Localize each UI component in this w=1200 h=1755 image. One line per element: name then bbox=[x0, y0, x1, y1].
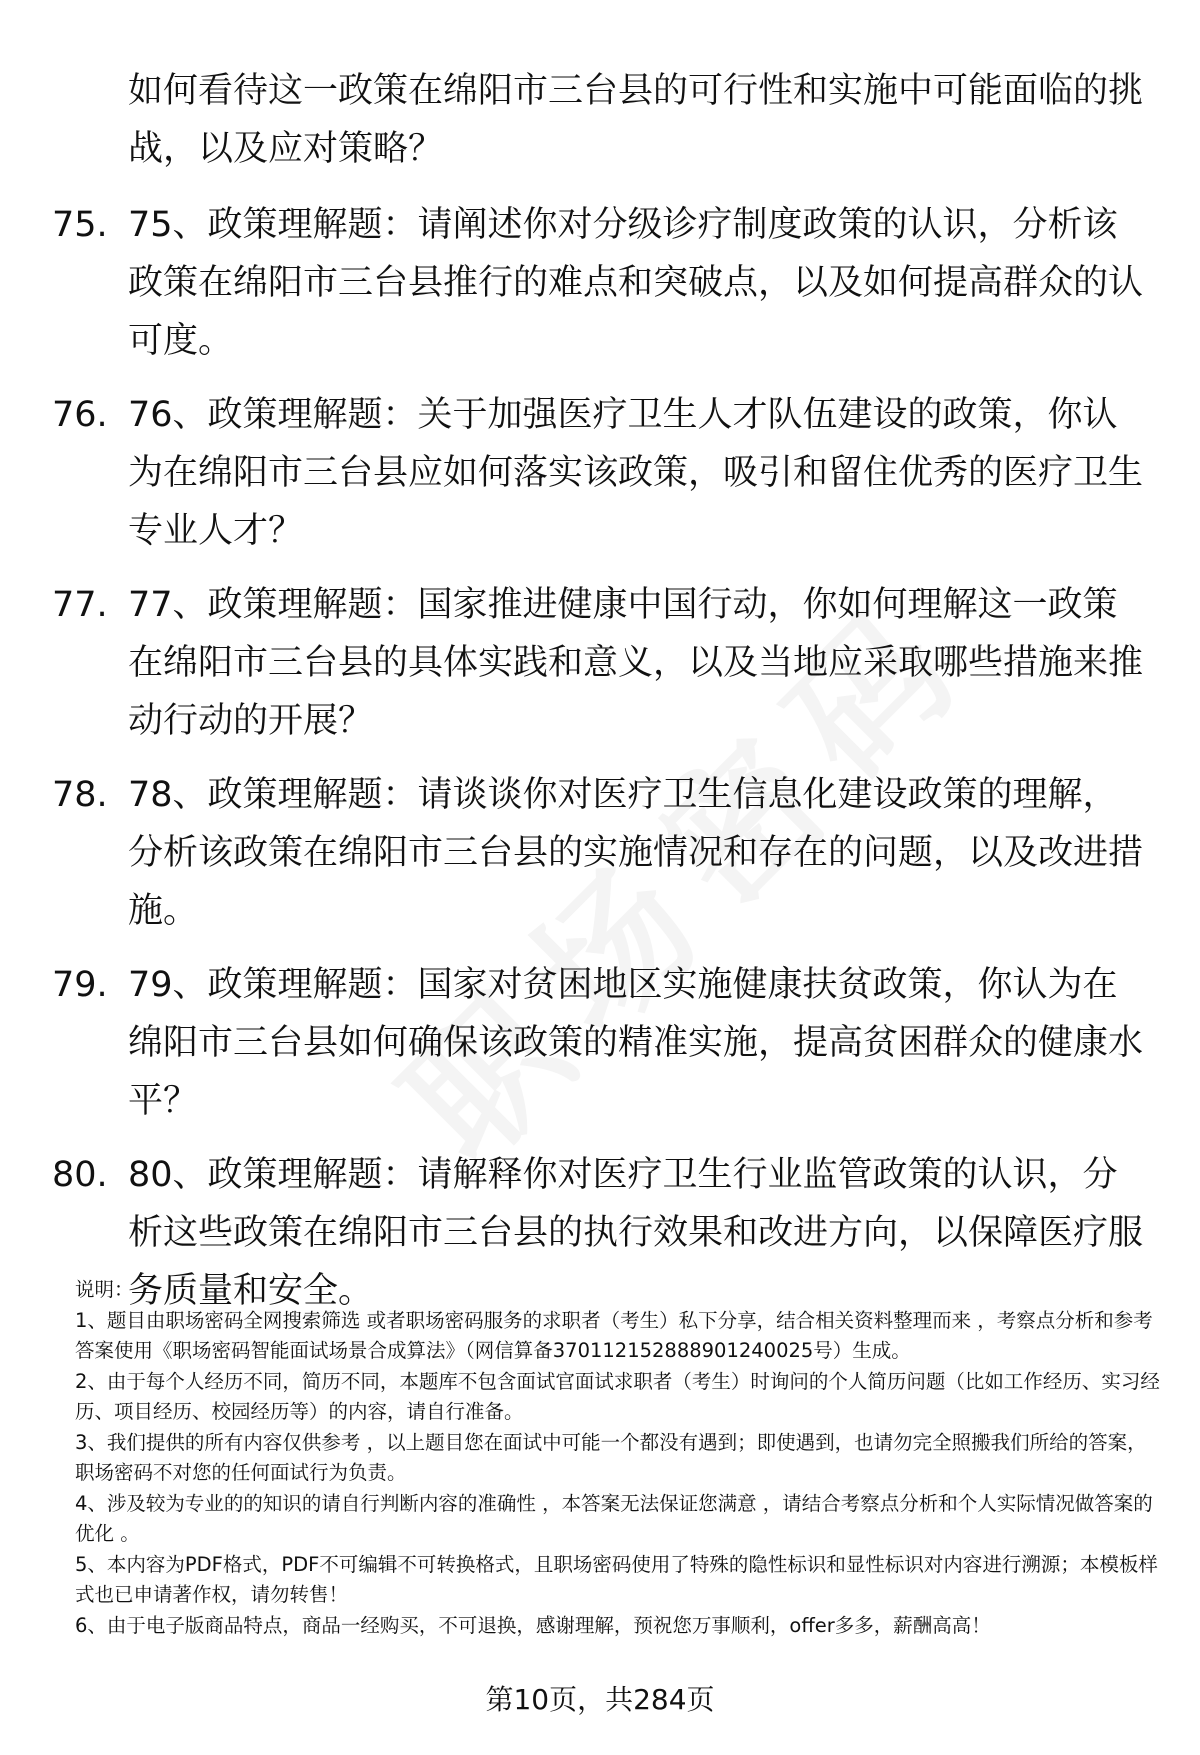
note-item: 2、由于每个人经历不同，简历不同，本题库不包含面试官面试求职者（考生）时询问的个人简历问题（比如工作经历、实习经历、项目经历、校园经历等）的内容，请自行准备。 bbox=[75, 1369, 1160, 1423]
question-list bbox=[0, 62, 1200, 1320]
question-item bbox=[0, 956, 1200, 1130]
question-text: 78、政策理解题：请谈谈你对医疗卫生信息化建设政策的理解，分析该政策在绵阳市三台县的实施情况和存在的问题，以及改进措施。 bbox=[128, 775, 1144, 931]
question-text: 80、政策理解题：请解释你对医疗卫生行业监管政策的认识，分析这些政策在绵阳市三台县的执行效果和改进方向，以保障医疗服务质量和安全。 bbox=[128, 1155, 1144, 1311]
question-number: 75. bbox=[52, 205, 108, 245]
question-number: 76. bbox=[52, 395, 108, 435]
page-number: 第10页，共284页 bbox=[485, 1683, 715, 1716]
notes-title: 说明： bbox=[75, 1278, 134, 1301]
note-item: 5、本内容为PDF格式，PDF不可编辑不可转换格式，且职场密码使用了特殊的隐性标识和显性标识对内容进行溯源；本模板样式也已申请著作权，请勿转售！ bbox=[75, 1552, 1158, 1606]
question-item bbox=[0, 386, 1200, 560]
note-item: 4、涉及较为专业的的知识的请自行判断内容的准确性 ，本答案无法保证您满意 ，请结合考察点分析和个人实际情况做答案的优化 。 bbox=[75, 1491, 1153, 1545]
question-number: 79. bbox=[52, 965, 108, 1005]
question-text: 77、政策理解题：国家推进健康中国行动，你如何理解这一政策在绵阳市三台县的具体实践和意义，以及当地应采取哪些措施来推动行动的开展？ bbox=[128, 585, 1144, 741]
question-number: 80. bbox=[52, 1155, 108, 1195]
question-number: 78. bbox=[52, 775, 108, 815]
question-item bbox=[0, 576, 1200, 750]
note-item: 1、题目由职场密码全网搜索筛选 或者职场密码服务的求职者（考生）私下分享，结合相关资料整理而来 ，考察点分析和参考答案使用《职场密码智能面试场景合成算法》（网信算备370112152888901240025号）生成。 bbox=[75, 1308, 1153, 1362]
question-item bbox=[0, 766, 1200, 940]
question-item bbox=[0, 196, 1200, 370]
notes-section bbox=[75, 1275, 1165, 1641]
question-text: 75、政策理解题：请阐述你对分级诊疗制度政策的认识，分析该政策在绵阳市三台县推行的难点和突破点，以及如何提高群众的认可度。 bbox=[128, 205, 1144, 361]
question-continuation: 如何看待这一政策在绵阳市三台县的可行性和实施中可能面临的挑战，以及应对策略？ bbox=[128, 71, 1144, 169]
question-number: 77. bbox=[52, 585, 108, 625]
note-item: 3、我们提供的所有内容仅供参考 ，以上题目您在面试中可能一个都没有遇到；即使遇到，也请勿完全照搬我们所给的答案，职场密码不对您的任何面试行为负责。 bbox=[75, 1430, 1147, 1484]
note-item: 6、由于电子版商品特点，商品一经购买，不可退换，感谢理解，预祝您万事顺利，offer多多，薪酬高高！ bbox=[75, 1613, 991, 1637]
question-text: 79、政策理解题：国家对贫困地区实施健康扶贫政策，你认为在绵阳市三台县如何确保该政策的精准实施，提高贫困群众的健康水平？ bbox=[128, 965, 1144, 1121]
question-text: 76、政策理解题：关于加强医疗卫生人才队伍建设的政策，你认为在绵阳市三台县应如何落实该政策，吸引和留住优秀的医疗卫生专业人才？ bbox=[128, 395, 1144, 551]
